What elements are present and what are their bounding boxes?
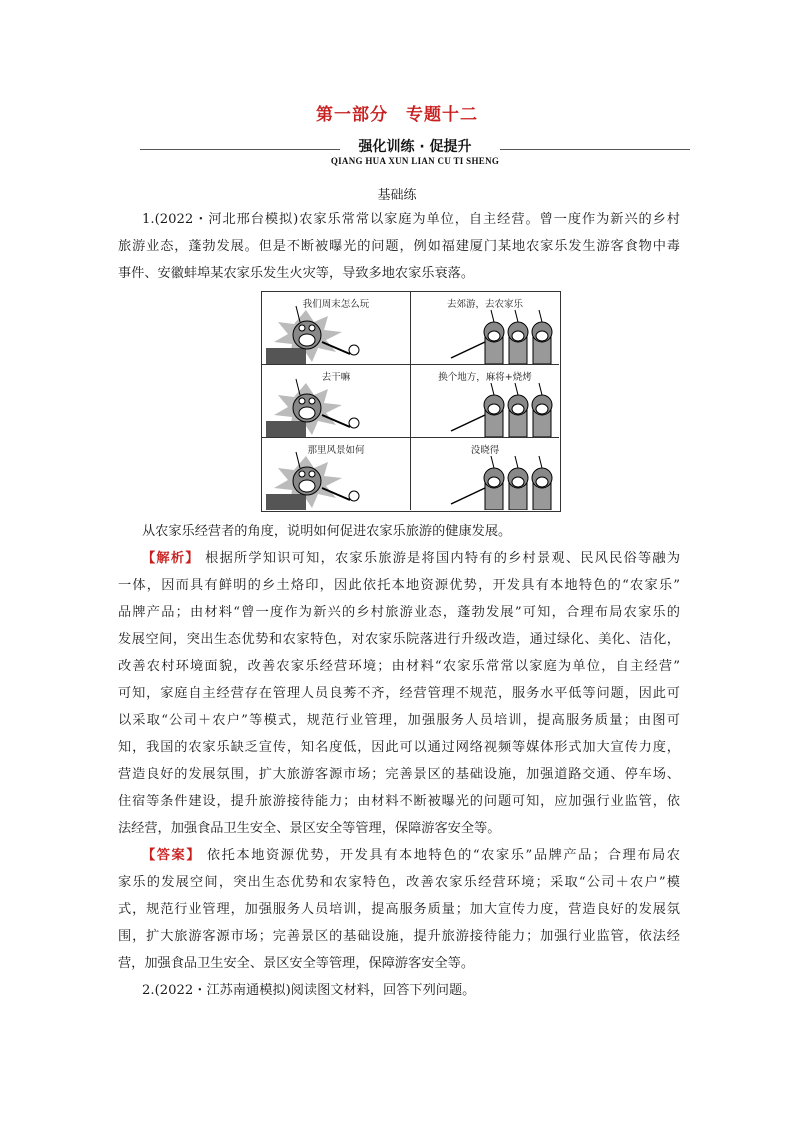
analysis-line: 一体，因而具有鲜明的乡土烙印，因此依托本地资源优势，开发具有本地特色的“农家乐” [118,578,680,593]
answer-line: 营，加强食品卫生安全、景区安全等管理，保障游客安全等。 [118,956,475,971]
analysis-line: 发展空间，突出生态优势和农家特色，对农家乐院落进行升级改造，通过绿化、美化、洁化， [118,632,680,647]
question-2-stem [118,977,680,1004]
comic-panel-6 [411,438,559,510]
analysis-line: 以采取“公司＋农户”等模式，规范行业管理，加强服务人员培训，提高服务质量；由图可 [118,713,680,728]
answer-text: 依托本地资源优势，开发具有本地特色的“农家乐”品牌产品；合理布局农 [206,848,680,863]
comic-burst-character-icon [262,292,410,364]
comic-three-characters-icon [411,292,559,364]
analysis-block [118,545,680,842]
question-1-stem [118,206,680,287]
analysis-tag: 【解析】 [142,551,200,566]
answer-line: 围，扩大旅游客源市场；完善景区的基础设施，提升旅游接待能力；加强行业监管，依法经 [118,929,680,944]
comic-caption: 去干嘛 [321,372,351,383]
analysis-line: 知，我国的农家乐缺乏宣传，知名度低，因此可以通过网络视频等媒体形式加大宣传力度， [118,740,680,755]
answer-block [118,842,680,977]
comic-caption: 换个地方，麻将+烧烤 [438,372,532,383]
analysis-line: 品牌产品；由材料“曾一度作为新兴的乡村旅游业态，蓬勃发展”可知，合理布局农家乐的 [118,605,680,620]
answer-first-line [118,842,680,869]
banner-pinyin: QIANG HUA XUN LIAN CU TI SHENG [330,156,500,166]
analysis-line: 营造良好的发展氛围，扩大旅游客源市场；完善景区的基础设施，加强道路交通、停车场、 [118,767,680,782]
comic-burst-character-icon [262,438,410,510]
section-title: 基础练 [377,188,417,203]
analysis-line: 法经营，加强食品卫生安全、景区安全等管理，保障游客安全等。 [118,821,501,836]
comic-caption: 没晓得 [470,445,500,456]
answer-line: 家乐的发展空间，突出生态优势和农家特色，改善农家乐经营环境；采取“公司＋农户”模 [118,875,680,890]
comic-caption: 我们周末怎么玩 [302,299,370,310]
comic-panel-3 [262,365,411,438]
comic-panel-2 [411,292,559,365]
analysis-line: 改善农村环境面貌，改善农家乐经营环境；由材料“农家乐常常以家庭为单位，自主经营” [118,659,680,674]
q2-line: 2.(2022・江苏南通模拟)阅读图文材料，回答下列问题。 [142,983,476,998]
q1-line: 旅游业态，蓬勃发展。但是不断被曝光的问题，例如福建厦门某地农家乐发生游客食物中毒 [118,239,680,254]
comic-three-characters-icon [411,438,559,510]
comic-panel-4 [411,365,559,438]
answer-tag: 【答案】 [142,848,202,863]
analysis-line: 住宿等条件建设，提升旅游接待能力；由材料不断被曝光的问题可知，应加强行业监管，依 [118,794,680,809]
comic-caption: 去郊游，去农家乐 [446,299,523,310]
q1-question: 从农家乐经营者的角度，说明如何促进农家乐旅游的健康发展。 [142,524,512,539]
q1-line: 1.(2022・河北邢台模拟)农家乐常常以家庭为单位，自主经营。曾一度作为新兴的乡村 [142,212,680,227]
analysis-line: 可知，家庭自主经营存在管理人员良莠不齐，经营管理不规范，服务水平低等问题，因此可 [118,686,680,701]
comic-caption: 那里风景如何 [307,445,365,456]
page-title: 第一部分 专题十二 [316,105,478,125]
analysis-text: 根据所学知识可知，农家乐旅游是将国内特有的乡村景观、民风民俗等融为 [205,551,680,566]
analysis-first-line [118,545,680,572]
banner-title: 强化训练 · 促提升 [358,139,472,155]
q1-line: 事件、安徽蚌埠某农家乐发生火灾等，导致多地农家乐衰落。 [118,266,475,281]
comic-panel-5 [262,438,411,510]
comic-figure [261,291,561,512]
comic-panel-1 [262,292,411,365]
question-1-prompt [118,518,680,545]
comic-burst-character-icon [262,365,410,437]
comic-three-characters-icon [411,365,559,437]
section-banner [140,132,690,172]
answer-line: 式，规范行业管理，加强服务人员培训，提高服务质量；加大宣传力度，营造良好的发展氛 [118,902,680,917]
